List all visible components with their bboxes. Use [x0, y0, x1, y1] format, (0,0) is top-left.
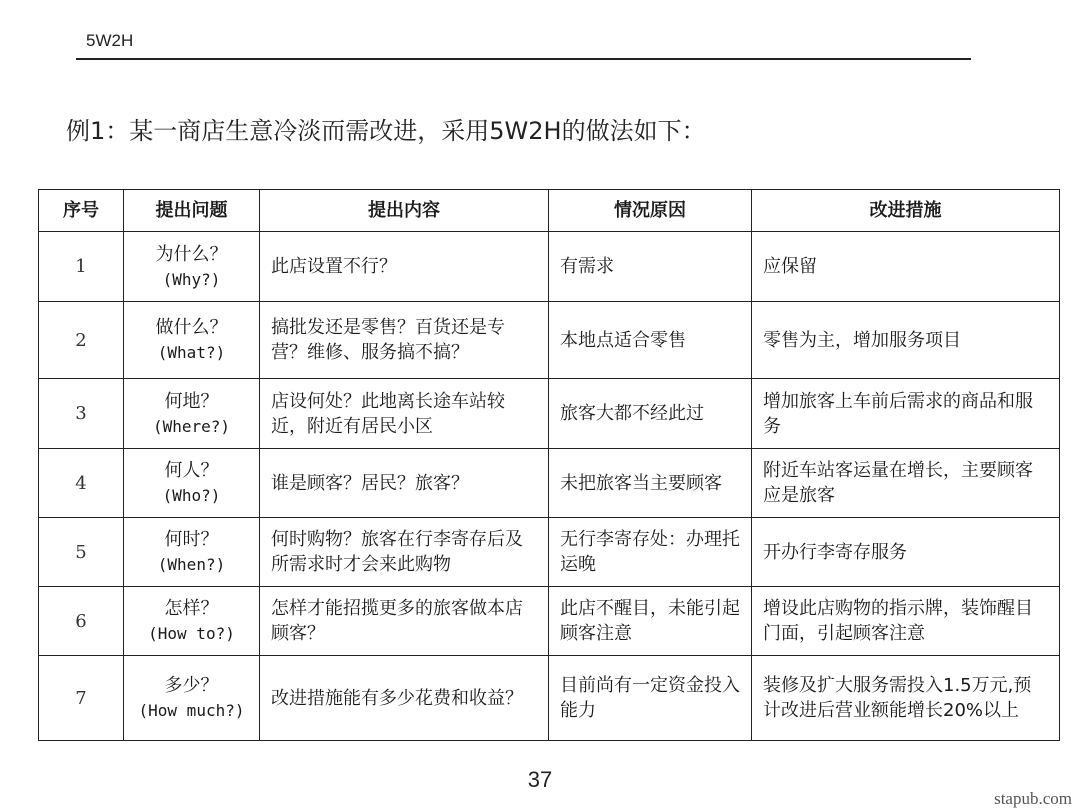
row-measure: 应保留 — [752, 232, 1060, 302]
question-en: (Why?) — [162, 269, 221, 289]
question-cn: 多少？ — [164, 675, 219, 696]
table-row — [39, 232, 1060, 302]
header-content: 提出内容 — [260, 190, 549, 232]
question-en: (How to?) — [148, 624, 235, 643]
row-content: 改进措施能有多少花费和收益？ — [260, 656, 549, 741]
row-content: 何时购物？旅客在行李寄存后及所需求时才会来此购物 — [260, 518, 549, 587]
row-measure: 附近车站客运量在增长，主要顾客应是旅客 — [752, 449, 1060, 518]
table-row — [39, 449, 1060, 518]
row-content: 店设何处？此地离长途车站较近，附近有居民小区 — [260, 379, 549, 449]
question-en: (When?) — [157, 555, 226, 574]
row-question — [124, 449, 260, 518]
row-question — [124, 232, 260, 302]
row-reason: 此店不醒目，未能引起顾客注意 — [549, 587, 752, 656]
row-measure: 零售为主，增加服务项目 — [752, 302, 1060, 379]
row-reason: 本地点适合零售 — [549, 302, 752, 379]
question-cn: 何地？ — [164, 390, 219, 412]
row-no: 4 — [39, 449, 124, 518]
table-row — [39, 587, 1060, 656]
page-number: 37 — [527, 767, 553, 792]
row-content: 怎样才能招揽更多的旅客做本店顾客？ — [260, 587, 549, 656]
question-cn: 为什么？ — [155, 243, 228, 265]
question-cn: 做什么？ — [155, 317, 228, 338]
watermark: stapub.com — [994, 789, 1072, 808]
row-no: 7 — [39, 656, 124, 741]
row-measure: 装修及扩大服务需投入1.5万元,预计改进后营业额能增长20%以上 — [752, 656, 1060, 741]
row-reason: 目前尚有一定资金投入能力 — [549, 656, 752, 741]
header-divider — [76, 58, 971, 60]
row-reason: 未把旅客当主要顾客 — [549, 449, 752, 518]
row-no: 6 — [39, 587, 124, 656]
table-row — [39, 302, 1060, 379]
header-reason: 情况原因 — [549, 190, 752, 232]
question-cn: 何时？ — [164, 529, 219, 550]
row-no: 1 — [39, 232, 124, 302]
row-content: 谁是顾客？居民？旅客？ — [260, 449, 549, 518]
row-question — [124, 656, 260, 741]
row-question — [124, 379, 260, 449]
question-en: (How much?) — [138, 701, 245, 720]
row-reason: 有需求 — [549, 232, 752, 302]
row-question — [124, 302, 260, 379]
5w2h-table — [38, 189, 1060, 741]
table-row — [39, 379, 1060, 449]
question-cn: 怎样？ — [164, 598, 219, 619]
question-en: (What?) — [157, 343, 226, 362]
row-no: 2 — [39, 302, 124, 379]
row-measure: 开办行李寄存服务 — [752, 518, 1060, 587]
question-cn: 何人？ — [164, 460, 219, 481]
row-content: 搞批发还是零售？百货还是专营？维修、服务搞不搞？ — [260, 302, 549, 379]
header-no: 序号 — [39, 190, 124, 232]
row-content: 此店设置不行？ — [260, 232, 549, 302]
row-measure: 增加旅客上车前后需求的商品和服务 — [752, 379, 1060, 449]
row-question — [124, 587, 260, 656]
row-reason: 旅客大都不经此过 — [549, 379, 752, 449]
header-measure: 改进措施 — [752, 190, 1060, 232]
row-no: 5 — [39, 518, 124, 587]
table-header-row — [39, 190, 1060, 232]
row-measure: 增设此店购物的指示牌，装饰醒目门面，引起顾客注意 — [752, 587, 1060, 656]
question-en: (Where?) — [152, 416, 231, 436]
header-question: 提出问题 — [124, 190, 260, 232]
header-label: 5W2H — [86, 31, 134, 50]
intro-text: 例1：某一商店生意冷淡而需改进，采用5W2H的做法如下： — [66, 117, 706, 145]
table-row — [39, 518, 1060, 587]
row-no: 3 — [39, 379, 124, 449]
row-reason: 无行李寄存处：办理托运晚 — [549, 518, 752, 587]
question-en: (Who?) — [162, 486, 221, 505]
table-row — [39, 656, 1060, 741]
row-question — [124, 518, 260, 587]
